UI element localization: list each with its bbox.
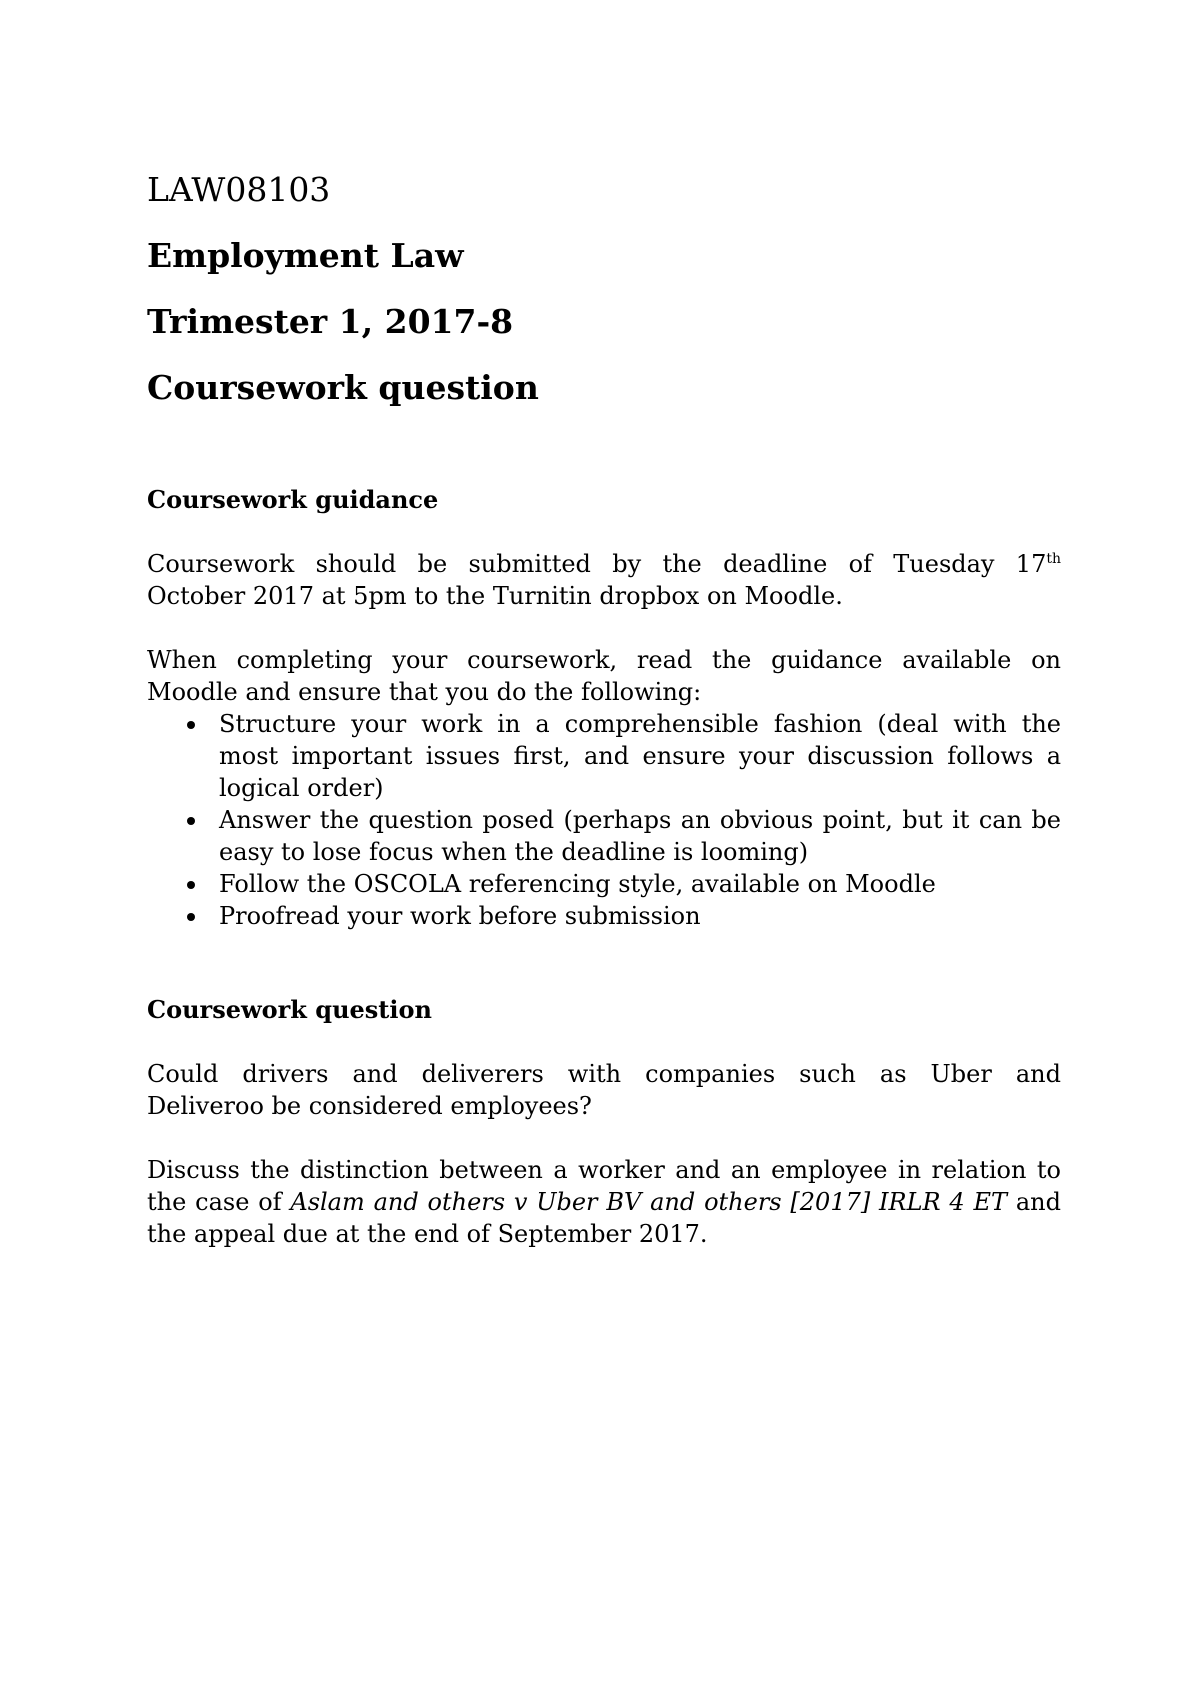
- intro-line-2: Moodle and ensure that you do the following:: [147, 678, 702, 706]
- deadline-text-1: Coursework should be submitted by the deadline of Tuesday 17: [147, 550, 1047, 578]
- list-item: [147, 900, 1061, 932]
- deadline-line-2: October 2017 at 5pm to the Turnitin dropbox on Moodle.: [147, 582, 843, 610]
- bullet-icon: [187, 721, 195, 729]
- question-heading: Coursework question: [147, 995, 432, 1024]
- question-prefix: Discuss the distinction between a worker and an employee in relation to the case of: [147, 1156, 1061, 1216]
- list-item: [147, 708, 1061, 804]
- bullet-text: Structure your work in a comprehensible fashion (deal with the most important issues first, and ensure your discussion follows a logical order): [219, 710, 1061, 802]
- intro-line-1: When completing your coursework, read the guidance available on: [147, 646, 1061, 674]
- list-item: [147, 804, 1061, 868]
- bullet-text: Proofread your work before submission: [219, 902, 701, 930]
- deadline-line-1: [147, 548, 1061, 580]
- guidance-heading: Coursework guidance: [147, 485, 439, 514]
- bullet-icon: [187, 817, 195, 825]
- bullet-text: Follow the OSCOLA referencing style, available on Moodle: [219, 870, 936, 898]
- document-title: Coursework question: [147, 368, 539, 407]
- question-paragraph-2: [147, 1154, 1061, 1250]
- question-line-2: Deliveroo be considered employees?: [147, 1092, 592, 1120]
- question-suffix: and the appeal due at the end of September 2017.: [147, 1188, 1061, 1248]
- trimester: Trimester 1, 2017-8: [147, 302, 514, 341]
- intro-paragraph: [147, 644, 1061, 708]
- list-item: [147, 868, 1061, 900]
- question-line-1: Could drivers and deliverers with companies such as Uber and: [147, 1060, 1061, 1088]
- case-citation: Aslam and others v Uber BV and others [2017] IRLR 4 ET: [290, 1188, 1008, 1216]
- guidance-bullet-list: [147, 708, 1061, 932]
- bullet-text: Answer the question posed (perhaps an obvious point, but it can be easy to lose focus when the deadline is looming): [219, 806, 1061, 866]
- bullet-icon: [187, 913, 195, 921]
- course-code: LAW08103: [147, 170, 331, 209]
- deadline-superscript: th: [1046, 551, 1061, 567]
- bullet-icon: [187, 881, 195, 889]
- question-paragraph-1: [147, 1058, 1061, 1122]
- module-title: Employment Law: [147, 236, 464, 275]
- deadline-paragraph: [147, 548, 1061, 612]
